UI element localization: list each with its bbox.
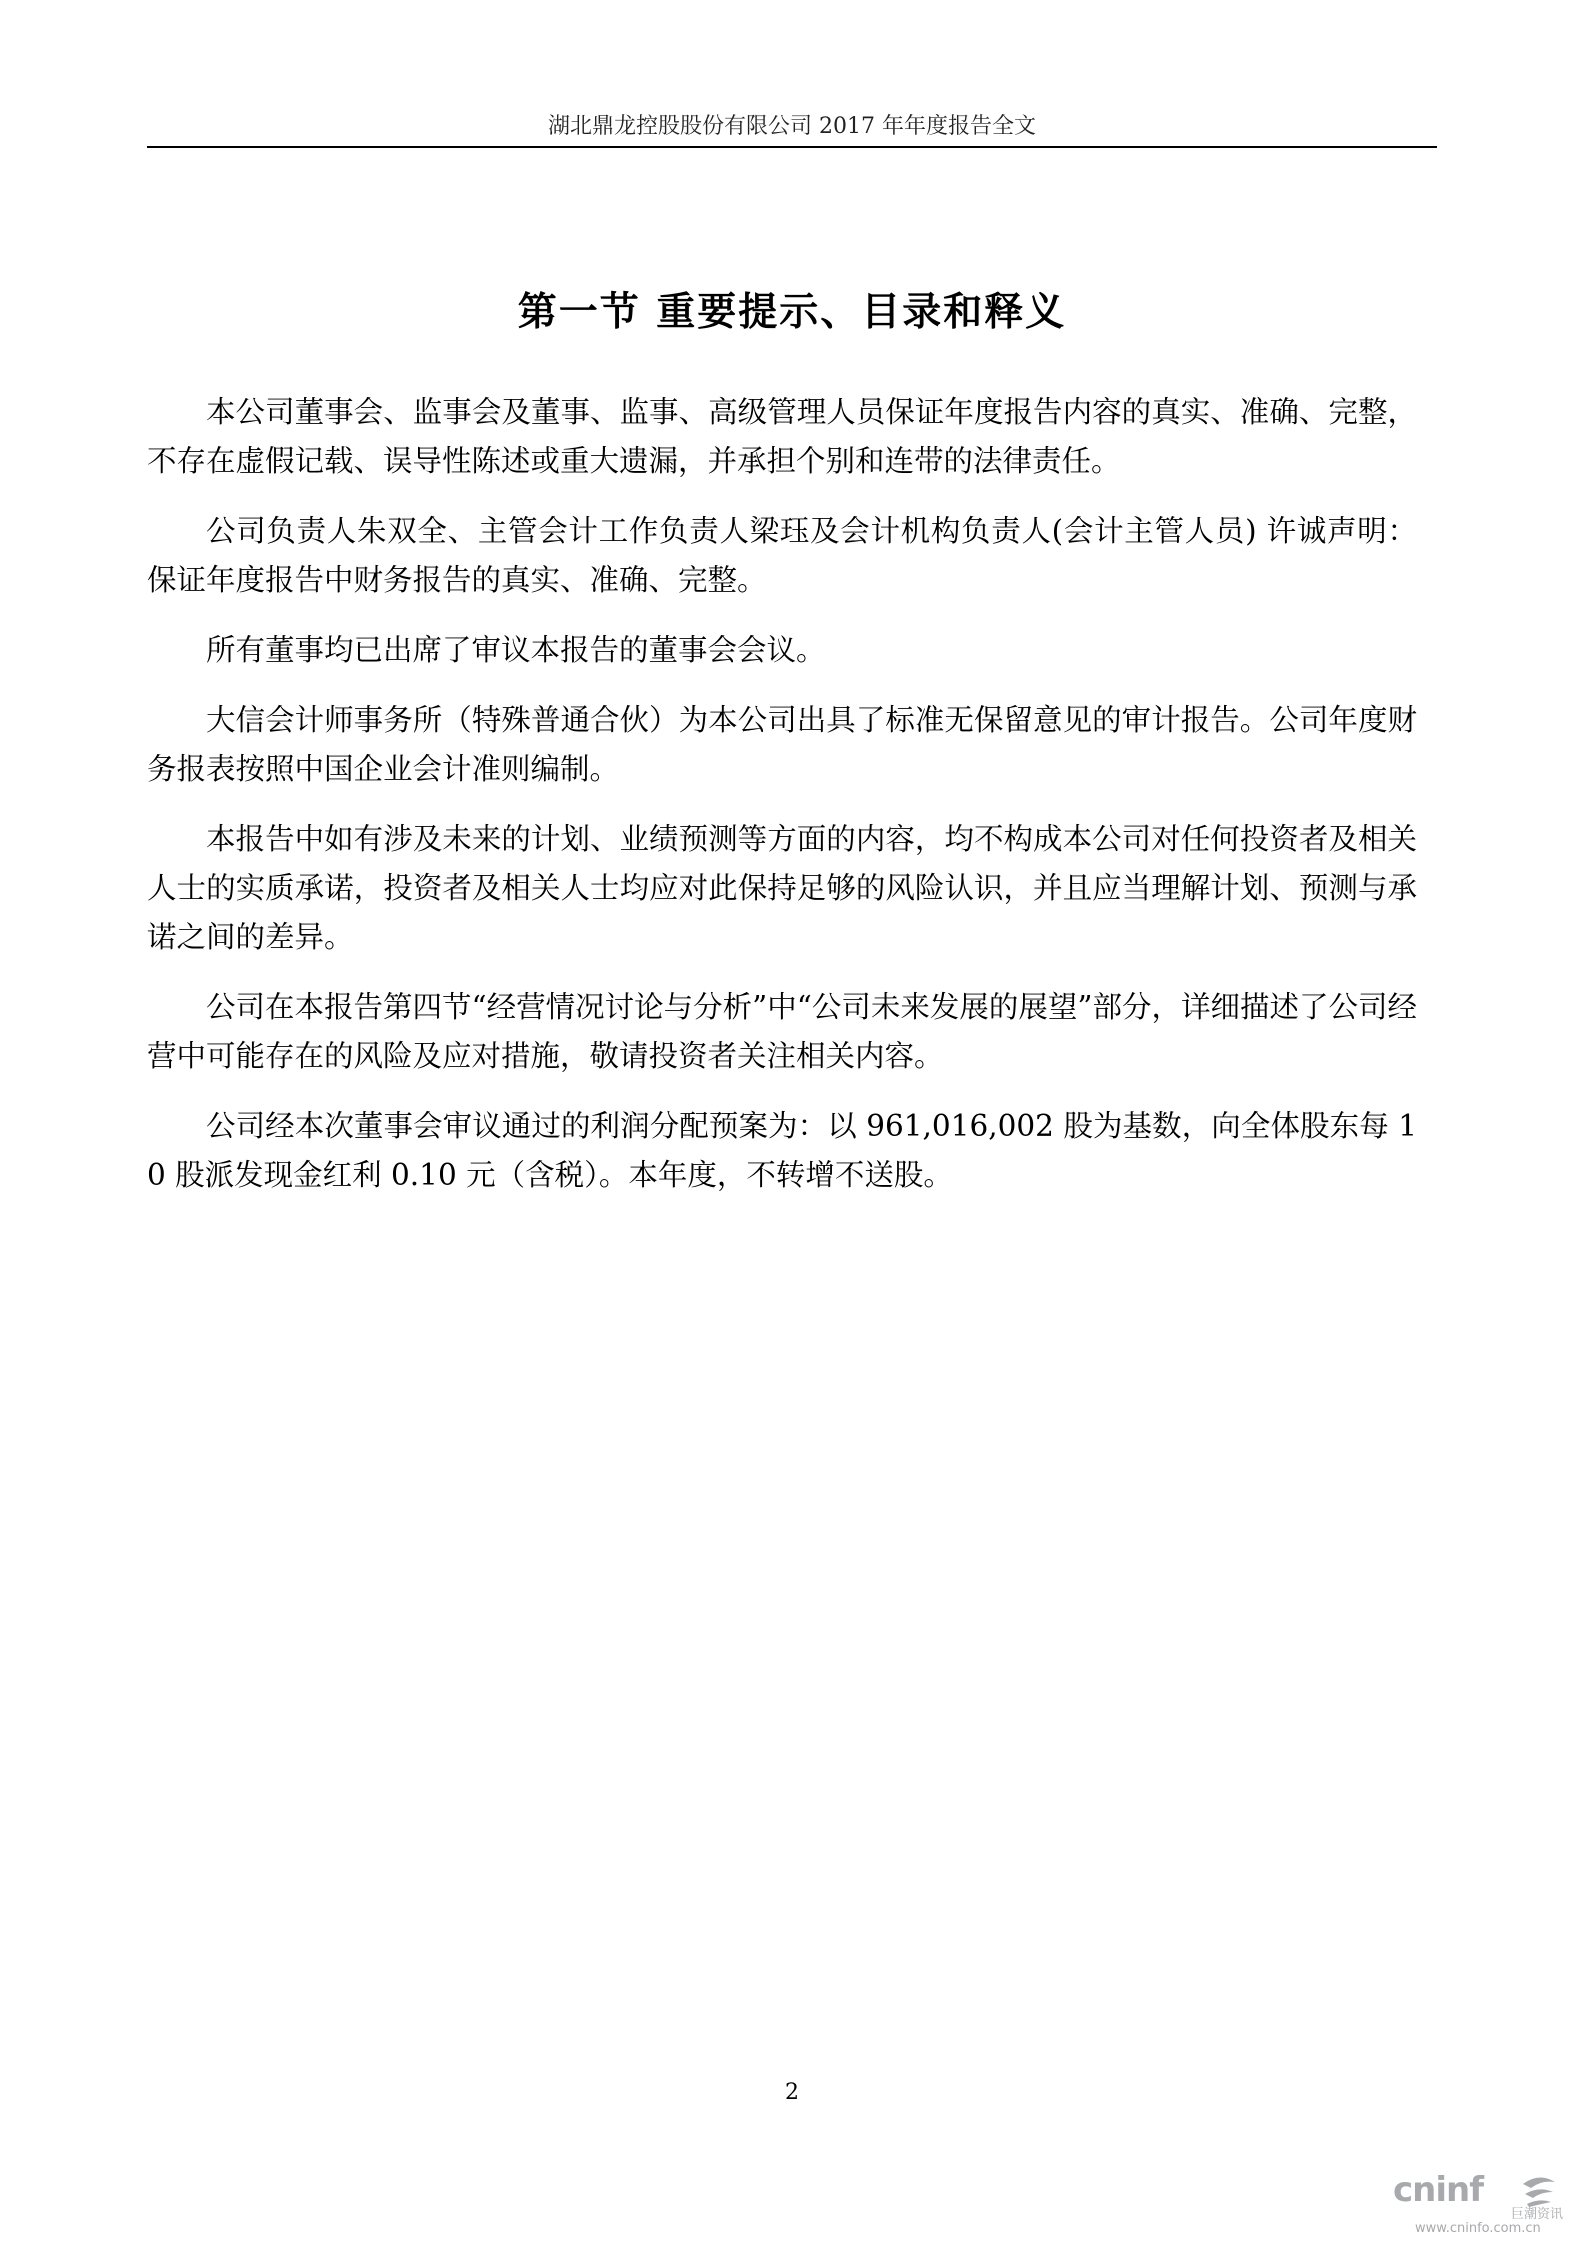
body-text xyxy=(147,388,1417,1221)
swirl-icon xyxy=(1519,2174,1559,2208)
paragraph-board-attendance: 所有董事均已出席了审议本报告的董事会会议。 xyxy=(206,633,826,667)
paragraph-responsibility: 本公司董事会、监事会及董事、监事、高级管理人员保证年度报告内容的真实、准确、完整，不存在虚假记载、误导性陈述或重大遗漏，并承担个别和连带的法律责任。 xyxy=(147,395,1417,478)
page-number: 2 xyxy=(785,2080,799,2105)
paragraph-profit-distribution: 公司经本次董事会审议通过的利润分配预案为：以 961,016,002 股为基数，向全体股东每 10 股派发现金红利 0.10 元（含税）。本年度，不转增不送股。 xyxy=(147,1109,1417,1192)
running-header: 湖北鼎龙控股股份有限公司 2017 年年度报告全文 xyxy=(548,114,1036,139)
paragraph-officers-statement: 公司负责人朱双全、主管会计工作负责人梁珏及会计机构负责人(会计主管人员) 许诚声明：保证年度报告中财务报告的真实、准确、完整。 xyxy=(147,514,1417,597)
paragraph-audit-opinion: 大信会计师事务所（特殊普通合伙）为本公司出具了标准无保留意见的审计报告。公司年度财务报表按照中国企业会计准则编制。 xyxy=(147,703,1417,786)
section-title: 第一节 重要提示、目录和释义 xyxy=(517,289,1067,336)
paragraph-risk-reference: 公司在本报告第四节“经营情况讨论与分析”中“公司未来发展的展望”部分，详细描述了公司经营中可能存在的风险及应对措施，敬请投资者关注相关内容。 xyxy=(147,990,1417,1073)
logo-brand-text: cninf xyxy=(1393,2170,1484,2210)
logo-brand-cn: 巨潮资讯 xyxy=(1511,2207,1564,2222)
logo-url: www.cninfo.com.cn xyxy=(1415,2221,1541,2236)
cninfo-watermark-logo xyxy=(1393,2172,1565,2238)
header-rule xyxy=(147,146,1437,148)
paragraph-forward-looking: 本报告中如有涉及未来的计划、业绩预测等方面的内容，均不构成本公司对任何投资者及相关人士的实质承诺，投资者及相关人士均应对此保持足够的风险认识，并且应当理解计划、预测与承诺之间的差异。 xyxy=(147,822,1417,954)
